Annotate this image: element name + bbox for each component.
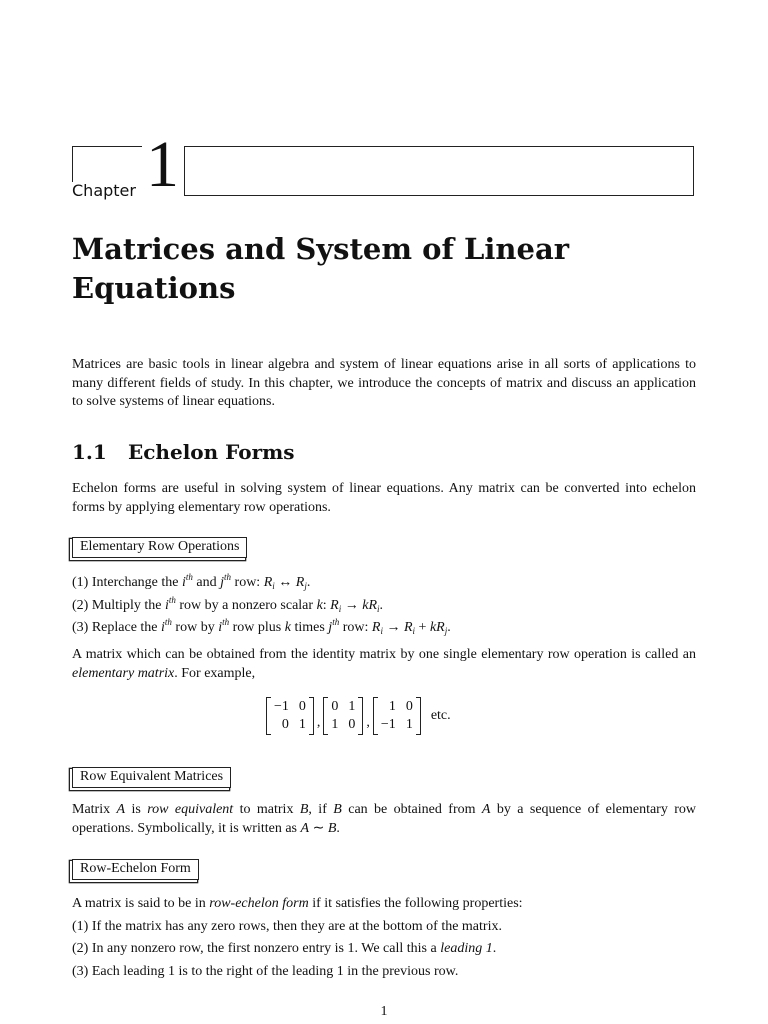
intro-paragraph: Matrices are basic tools in linear algebra and system of linear equations arise in all sorts of applications to many different fields of study. In this chapter, we introduce the concepts of matrix and discuss an application to solve systems of linear equations.: [72, 357, 696, 409]
chapter-title: [72, 230, 692, 308]
row-equivalent-matrices-heading: Row Equivalent Matrices: [72, 767, 231, 788]
section-number: 1.1: [72, 440, 107, 464]
chapter-frame-box: [184, 146, 694, 196]
row-echelon-property-3: (3) Each leading 1 is to the right of the leading 1 in the previous row.: [72, 963, 459, 979]
elementary-matrix-paragraph: A matrix which can be obtained from the identity matrix by one single elementary row operation is called an elementary matrix. For example,: [72, 647, 696, 681]
chapter-title-line-2: Equations: [72, 271, 236, 305]
page-number: 1: [380, 1004, 388, 1019]
row-echelon-property-1: (1) If the matrix has any zero rows, then they are at the bottom of the matrix.: [72, 918, 502, 934]
row-operation-2: (2) Multiply the $i^{th}$ row by a nonzero scalar k: $R_i \to kR_i$.: [72, 594, 384, 614]
row-echelon-properties: [72, 893, 696, 983]
row-operations-list: [72, 572, 696, 640]
leading-one-term: leading 1: [440, 941, 493, 956]
chapter-frame-left: [72, 146, 73, 182]
section-heading: [72, 440, 295, 464]
example-matrix-1: −1 0 0 1: [266, 697, 314, 735]
example-matrix-2: 0 1 1 0: [323, 697, 363, 735]
row-operation-3: (3) Replace the $i^{th}$ row by $i^{th}$ row plus k times $j^{th}$ row: $R_i \to R_i + kR_j$.: [72, 617, 451, 636]
row-echelon-term: row-echelon form: [209, 896, 309, 911]
row-echelon-property-2: (2) In any nonzero row, the first nonzero entry is 1. We call this a leading 1.: [72, 941, 497, 956]
chapter-title-line-1: Matrices and System of Linear: [72, 232, 570, 266]
section-intro-paragraph: Echelon forms are useful in solving system of linear equations. Any matrix can be converted into echelon forms by applying elementary row operations.: [72, 481, 696, 515]
row-echelon-intro: A matrix is said to be in row-echelon form if it satisfies the following properties:: [72, 896, 523, 911]
row-echelon-form-heading: Row-Echelon Form: [72, 859, 199, 880]
chapter-number: 1: [146, 128, 179, 201]
section-title: Echelon Forms: [128, 440, 295, 464]
row-equivalent-term: row equivalent: [147, 802, 234, 817]
elementary-row-operations-heading: Elementary Row Operations: [72, 537, 247, 558]
example-matrices: −1 0 0 1 , 0 1 1 0 , 1 0 −1 1 etc.: [266, 696, 451, 736]
row-operation-1: (1) Interchange the $i^{th}$ and $j^{th}$ row: $R_i$ ↔ $R_j$.: [72, 572, 311, 591]
row-equivalent-paragraph: Matrix A is row equivalent to matrix B, if B can be obtained from A by a sequence of elementary row operations. Symbolically, it is written as A ∼ B.: [72, 802, 697, 836]
etc-label: etc.: [430, 708, 451, 723]
elementary-matrix-term: elementary matrix: [72, 665, 175, 681]
chapter-frame-top: [72, 146, 142, 147]
example-matrix-3: 1 0 −1 1: [373, 697, 421, 735]
chapter-label: Chapter: [72, 181, 136, 200]
